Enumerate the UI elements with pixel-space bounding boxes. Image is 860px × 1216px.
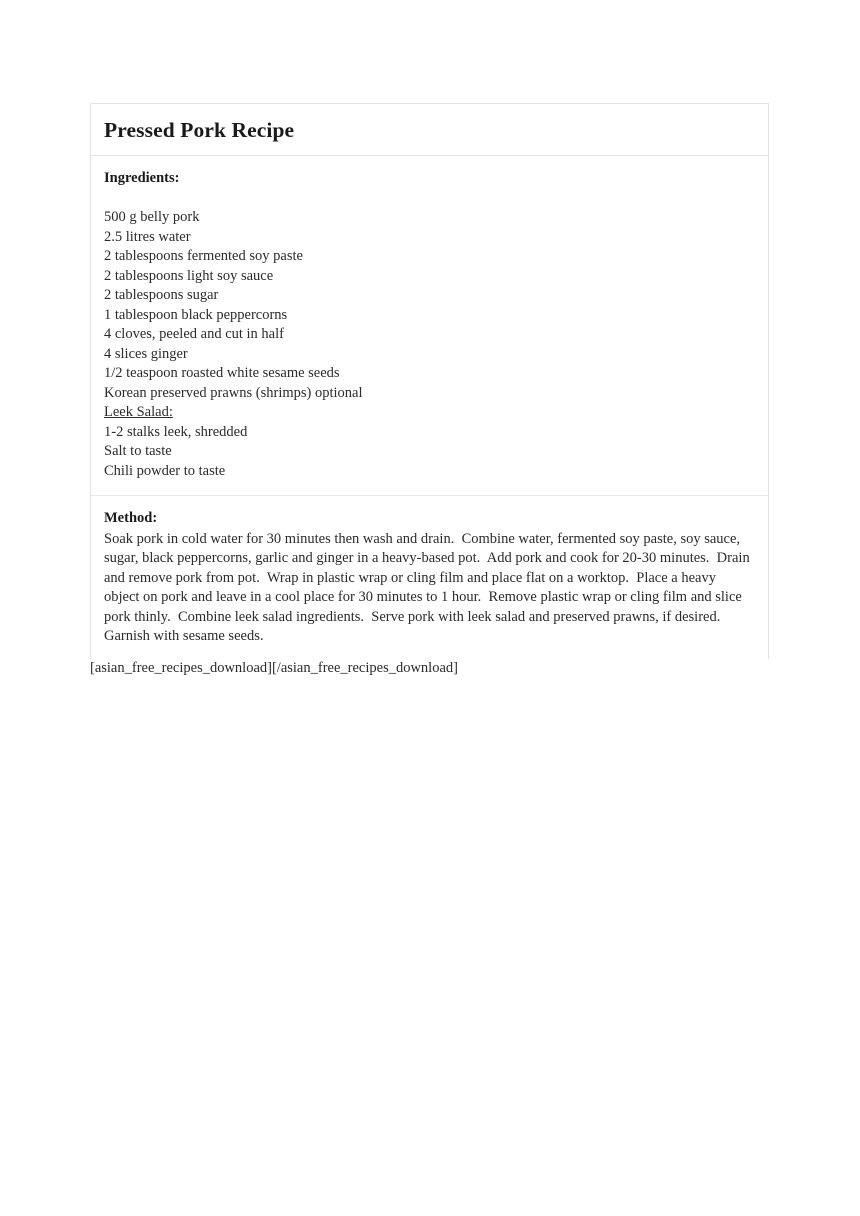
shortcode-footer: [asian_free_recipes_download][/asian_free_recipes_download]: [90, 660, 458, 676]
ingredients-section: [91, 156, 768, 496]
ingredient-list: [104, 208, 755, 481]
ingredient-item: Korean preserved prawns (shrimps) optional: [104, 384, 363, 401]
ingredient-item: 4 cloves, peeled and cut in half: [104, 326, 284, 342]
recipe-card: [90, 103, 769, 659]
ingredient-item: Leek Salad:: [104, 404, 173, 420]
ingredient-item: 2 tablespoons fermented soy paste: [104, 248, 303, 264]
ingredient-item: 1/2 teaspoon roasted white sesame seeds: [104, 365, 340, 381]
ingredient-item: 1 tablespoon black peppercorns: [104, 306, 288, 323]
ingredient-item: 4 slices ginger: [104, 345, 188, 362]
method-body: Soak pork in cold water for 30 minutes then wash and drain. Combine water, fermented soy paste, soy sauce, sugar, black peppercorns, garlic and ginger in a heavy-based pot. Add pork and cook for 20-30 minutes. Drain and remove pork from pot. Wrap in plastic wrap or cling film and place flat on a worktop. Place a heavy object on pork and leave in a cool place for 30 minutes to 1 hour. Remove plastic wrap or cling film and slice pork thinly. Combine leek salad ingredients. Serve pork with leek salad and preserved prawns, if desired. Garnish with sesame seeds.: [104, 530, 754, 644]
ingredient-item: Salt to taste: [104, 443, 172, 459]
method-heading: Method:: [104, 510, 158, 526]
ingredient-item: Chili powder to taste: [104, 462, 226, 479]
ingredients-spacer: [104, 189, 755, 209]
ingredient-item: 1-2 stalks leek, shredded: [104, 423, 248, 440]
ingredient-item: 2.5 litres water: [104, 228, 191, 245]
recipe-card-header: [91, 104, 768, 156]
page-title: Pressed Pork Recipe: [104, 118, 295, 142]
method-section: [91, 496, 768, 659]
ingredient-item: 2 tablespoons light soy sauce: [104, 267, 274, 284]
ingredients-heading: Ingredients:: [104, 170, 180, 186]
ingredient-item: 500 g belly pork: [104, 209, 200, 225]
ingredient-item: 2 tablespoons sugar: [104, 287, 219, 303]
